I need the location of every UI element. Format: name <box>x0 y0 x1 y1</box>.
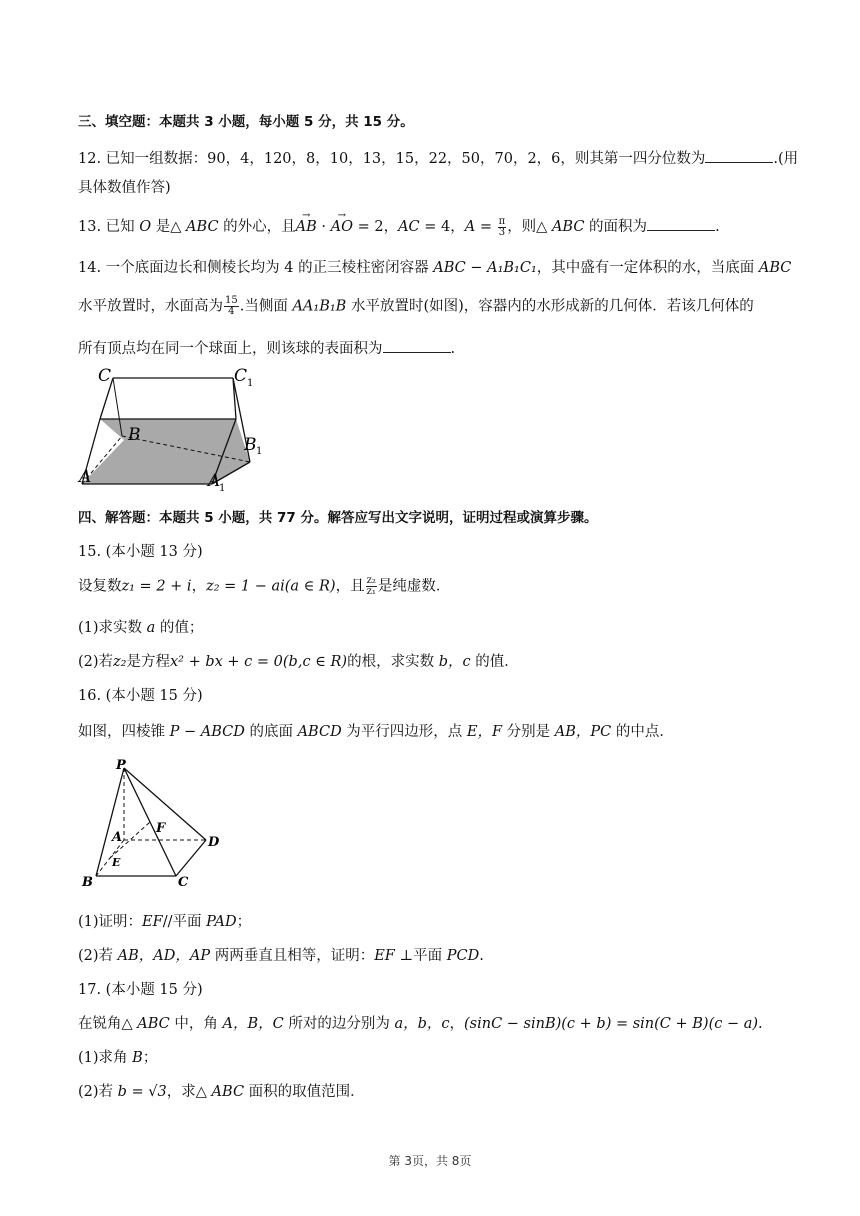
label-d: D <box>208 835 220 850</box>
question-12-line-2: 具体数值作答) <box>78 180 171 196</box>
question-12-line-1 <box>78 148 798 169</box>
fraction-z2-over-z1 <box>366 576 377 597</box>
label-a: A <box>79 467 92 487</box>
question-16-statement <box>78 722 674 742</box>
q17-p1-math: B <box>132 1050 143 1066</box>
question-17-part-2 <box>78 1082 365 1102</box>
q14-math-prism: ABC − A₁B₁C₁ <box>433 260 537 276</box>
q17-text: 在锐角△ <box>78 1016 138 1032</box>
question-14-line-3 <box>78 338 455 359</box>
q16-p2-math: AB，AD，AP <box>117 948 211 964</box>
q14-math-abc: ABC <box>758 260 792 276</box>
label-c: C <box>98 366 112 386</box>
question-17-statement <box>78 1014 763 1034</box>
q15-z2: z₂ = 1 − ai(a ∈ R) <box>206 578 336 595</box>
question-13 <box>78 216 720 238</box>
q13-text: 是△ <box>151 219 187 235</box>
q13-text: = <box>475 219 497 235</box>
label-b: B <box>128 425 141 445</box>
q17-p1-text: (1)求角 <box>78 1050 133 1066</box>
q16-p1-text: (1)证明： <box>78 914 143 930</box>
q16-math: P − ABCD <box>169 724 245 740</box>
q16-text: 的中点． <box>611 724 674 740</box>
pyramid-figure <box>76 758 236 894</box>
frac-num: π <box>498 215 506 227</box>
q15-p2-z: z₂ <box>113 654 127 670</box>
q13-var-abc: ABC <box>186 219 219 235</box>
q17-p2-math: ABC <box>211 1084 245 1100</box>
q12-text-end: .(用 <box>773 151 799 167</box>
q13-text: 的面积为 <box>584 219 648 235</box>
q17-text: ， <box>449 1016 464 1032</box>
q16-text: 的底面 <box>244 724 298 740</box>
q14-text: .当侧面 <box>239 298 293 315</box>
q15-text: ， <box>191 578 207 595</box>
q16-p1-math: PAD <box>206 914 237 930</box>
frac-den: 4 <box>228 306 235 317</box>
q16-p1-text: ； <box>236 914 252 930</box>
q14-math-face: AA₁B₁B <box>292 298 347 315</box>
q14-text: 水平放置时，水面高为 <box>78 298 223 315</box>
q15-z1: z₁ = 2 + i <box>121 578 192 595</box>
fraction-15-over-4 <box>224 296 239 317</box>
answer-blank-q14[interactable] <box>383 338 451 353</box>
question-16-title: 16. (本小题 15 分) <box>78 688 203 704</box>
q16-text: 如图，四棱锥 <box>78 724 170 740</box>
q13-dot: · <box>316 219 331 235</box>
q14-text: 所有顶点均在同一个球面上，则该球的表面积为 <box>78 341 383 357</box>
label-c: C <box>178 875 189 890</box>
q16-math: E，F <box>466 724 503 740</box>
question-17-part-1 <box>78 1048 157 1068</box>
q15-text: 设复数 <box>78 578 122 595</box>
label-f: F <box>156 821 166 836</box>
q16-p2-math: PCD <box>446 948 480 964</box>
frac-den: z₁ <box>366 586 376 597</box>
question-15-statement <box>78 576 450 597</box>
label-a1-sub: 1 <box>219 483 226 494</box>
q17-math: A，B，C <box>222 1016 284 1032</box>
q16-p2-text: . <box>479 948 484 964</box>
q14-text: 水平放置时(如图)，容器内的水形成新的几何体．若该几何体的 <box>346 298 754 315</box>
q15-p2-text: 的根，求实数 <box>347 654 439 670</box>
section-3-heading: 三、填空题：本题共 3 小题，每小题 5 分，共 15 分。 <box>78 114 414 130</box>
frac-den: 3 <box>498 226 506 238</box>
q12-text: 12. 已知一组数据：90，4，120，8，10，13，15，22，50，70，2，6，则其第一四分位数为 <box>78 151 706 167</box>
q15-p1-text: (1)求实数 <box>78 620 147 636</box>
q17-p2-text: (2)若 <box>78 1084 118 1100</box>
q15-p2-text: 的值． <box>470 654 519 670</box>
q13-var-abc: ABC <box>551 219 585 235</box>
q13-prefix: 13. 已知 <box>78 219 140 235</box>
q15-p2-text: 是方程 <box>126 654 170 670</box>
q15-p2-vars: b，c <box>438 654 471 670</box>
q15-text: ，且 <box>335 578 365 595</box>
label-a1: A <box>208 471 221 491</box>
q17-p2-math: b = √3 <box>117 1084 167 1100</box>
water-region <box>82 419 250 484</box>
label-a: A <box>112 830 123 845</box>
question-16-part-2 <box>78 946 484 966</box>
label-c1-sub: 1 <box>247 378 254 389</box>
q16-math: ABCD <box>297 724 342 740</box>
question-17-title: 17. (本小题 15 分) <box>78 982 203 998</box>
q16-p2-math: EF <box>374 948 395 964</box>
question-16-part-1 <box>78 912 251 932</box>
q16-math: AB，PC <box>554 724 612 740</box>
question-15-part-2 <box>78 652 519 672</box>
vector-ab: → AB <box>296 217 317 237</box>
fraction-pi-over-3 <box>498 217 507 238</box>
q13-text: 的外心，且 <box>218 219 296 235</box>
page-footer: 第 3页，共 8页 <box>388 1154 472 1168</box>
question-15-title: 15. (本小题 13 分) <box>78 544 203 560</box>
answer-blank-q13[interactable] <box>647 216 715 231</box>
question-14-line-2 <box>78 296 754 317</box>
q17-p2-text: 面积的取值范围． <box>244 1084 365 1100</box>
label-b1: B <box>244 435 257 455</box>
prism-figure <box>76 362 276 494</box>
q16-text: 分别是 <box>502 724 555 740</box>
q17-math: ABC <box>137 1016 170 1032</box>
question-14-line-1 <box>78 258 791 278</box>
frac-num: z₂ <box>366 575 376 586</box>
question-15-part-1 <box>78 618 203 638</box>
q15-text: 是纯虚数． <box>377 578 451 595</box>
q15-p1-text: 的值； <box>155 620 204 636</box>
edge-cd <box>176 840 206 876</box>
q15-p1-var: a <box>146 620 156 636</box>
q13-end: . <box>715 219 720 235</box>
q14-text: ，其中盛有一定体积的水，当底面 <box>536 260 759 276</box>
q16-text: 为平行四边形，点 <box>341 724 467 740</box>
q15-p2-equation: x² + bx + c = 0(b,c ∈ R) <box>170 654 348 670</box>
label-e: E <box>112 856 121 869</box>
label-b: B <box>82 875 93 890</box>
q17-text: . <box>758 1016 763 1032</box>
q14-text: 14. 一个底面边长和侧棱长均为 4 的正三棱柱密闭容器 <box>78 260 434 276</box>
q16-p2-text: ⊥平面 <box>394 948 447 964</box>
label-p: P <box>116 758 126 773</box>
q16-p2-text: (2)若 <box>78 948 118 964</box>
q13-var-a: A <box>464 219 476 235</box>
frac-num: 15 <box>225 295 238 306</box>
vector-ao: → AO <box>331 217 353 237</box>
label-b1-sub: 1 <box>256 446 263 457</box>
q17-text: 中，角 <box>169 1016 223 1032</box>
q13-text: = 4， <box>419 219 465 235</box>
q14-end: . <box>450 341 456 357</box>
q16-p1-text: //平面 <box>162 914 207 930</box>
q13-var-ac: AC <box>398 219 420 235</box>
q15-p2-text: (2)若 <box>78 654 114 670</box>
answer-blank-q12[interactable] <box>705 148 773 163</box>
label-c1: C <box>234 366 248 386</box>
section-4-heading: 四、解答题：本题共 5 小题，共 77 分。解答应写出文字说明，证明过程或演算步骤。 <box>78 510 598 526</box>
q17-p2-text: ，求△ <box>166 1084 212 1100</box>
q17-text: 所对的边分别为 <box>283 1016 395 1032</box>
q13-text: = 2， <box>352 219 399 235</box>
q17-math: a，b，c <box>394 1016 450 1032</box>
q13-var-o: O <box>139 219 152 235</box>
q16-p1-math: EF <box>142 914 163 930</box>
q13-text: ，则△ <box>507 219 552 235</box>
q16-p2-text: 两两垂直且相等，证明： <box>210 948 375 964</box>
q17-p1-text: ； <box>142 1050 158 1066</box>
q17-equation: (sinC − sinB)(c + b) = sin(C + B)(c − a) <box>464 1016 759 1032</box>
